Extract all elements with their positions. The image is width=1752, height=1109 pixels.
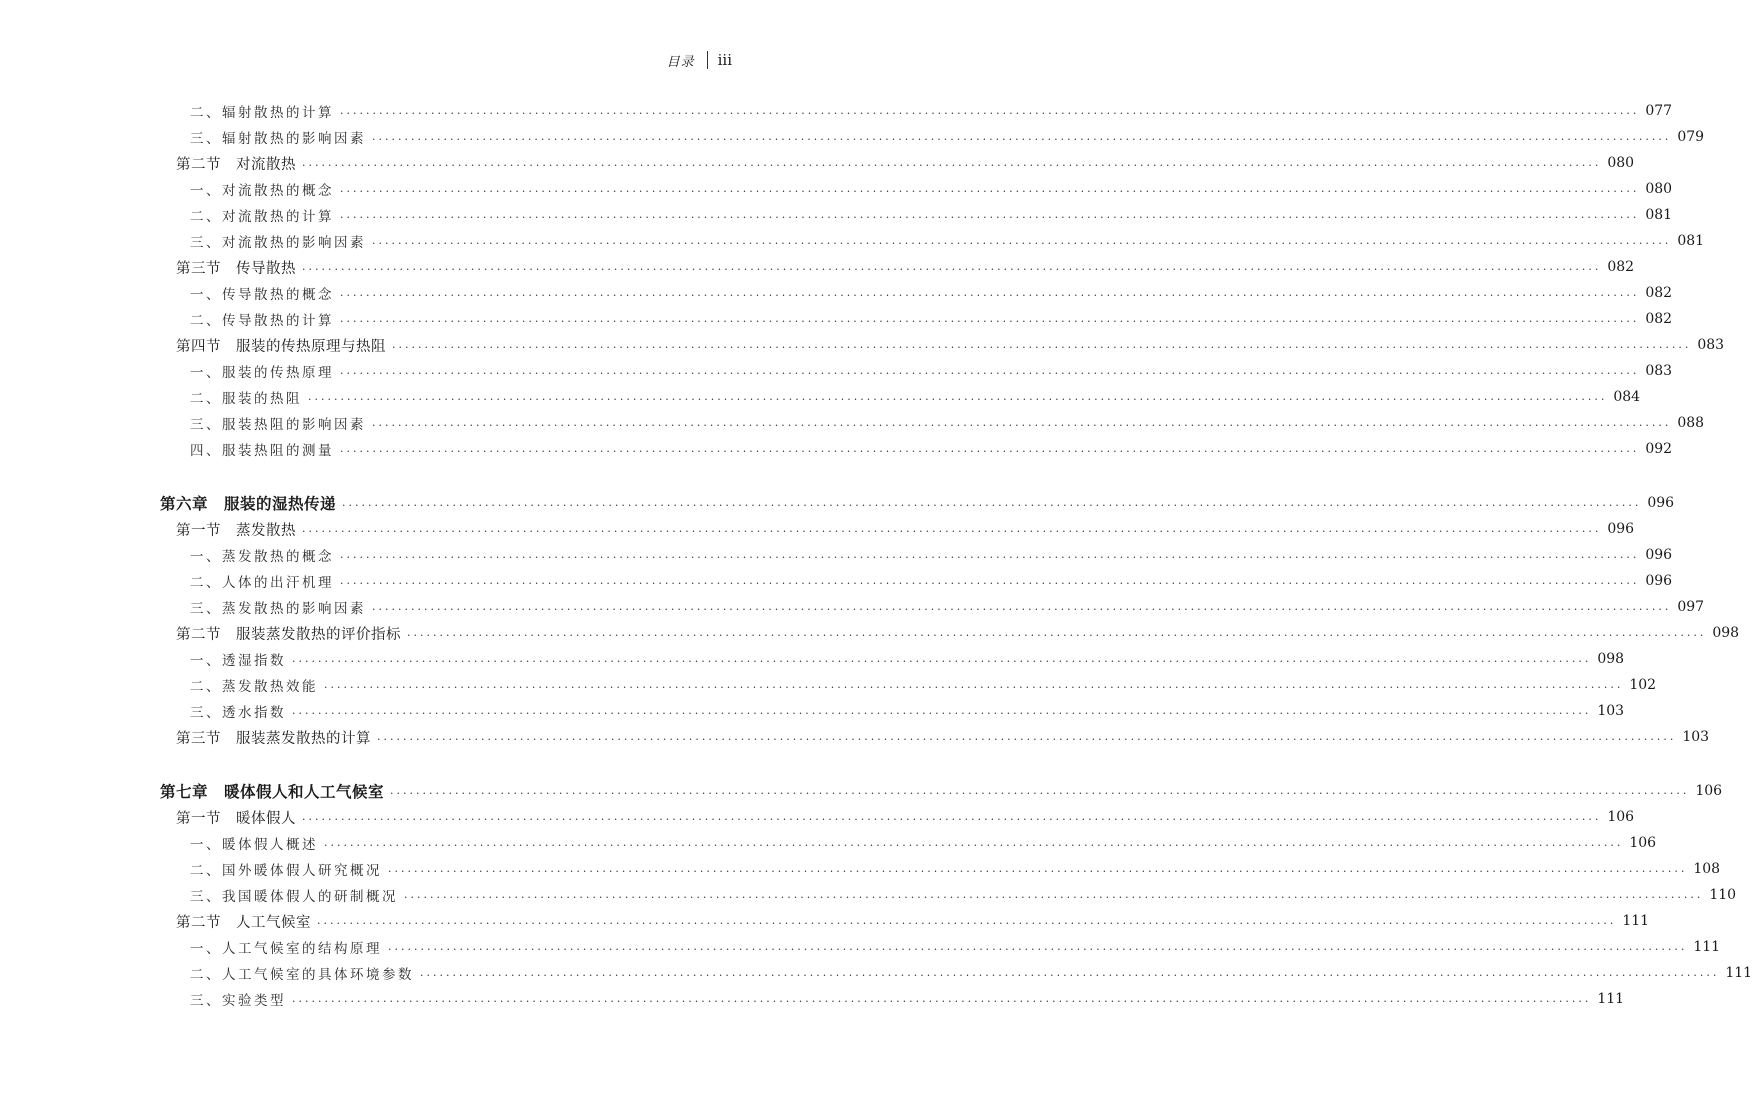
toc-page-number: 106 — [1695, 783, 1723, 799]
dot-leader: ········································································································································································································ — [340, 314, 1640, 328]
dot-leader: ········································································································································································································ — [388, 942, 1688, 956]
toc-page-number: 082 — [1645, 285, 1673, 301]
toc-entry-title: 二、国外暖体假人研究概况 — [190, 863, 382, 879]
toc-page-number: 111 — [1725, 965, 1752, 981]
toc-page-number: 111 — [1622, 913, 1650, 929]
toc-item-row[interactable] — [190, 960, 1752, 986]
toc-section-row[interactable] — [176, 724, 1710, 750]
dot-leader: ········································································································································································································ — [340, 366, 1640, 380]
toc-entry-title: 一、暖体假人概述 — [190, 837, 318, 853]
toc-page-number: 106 — [1629, 835, 1657, 851]
toc-item-row[interactable] — [190, 202, 1673, 228]
toc-page-number: 111 — [1597, 991, 1625, 1007]
toc-page-number: 082 — [1645, 311, 1673, 327]
dot-leader: ········································································································································································································ — [392, 340, 1692, 354]
toc-entry-title: 一、人工气候室的结构原理 — [190, 941, 382, 957]
toc-item-row[interactable] — [190, 568, 1673, 594]
toc-page-number: 096 — [1645, 573, 1673, 589]
toc-entry-title: 一、透湿指数 — [190, 653, 286, 669]
toc-item-row[interactable] — [190, 856, 1721, 882]
toc-page-number: 083 — [1645, 363, 1673, 379]
toc-entry-title: 三、辐射散热的影响因素 — [190, 131, 366, 147]
toc-item-row[interactable] — [190, 228, 1705, 254]
dot-leader: ········································································································································································································ — [302, 812, 1602, 826]
toc-entry-title: 二、人体的出汗机理 — [190, 575, 334, 591]
toc-page-number: 110 — [1709, 887, 1737, 903]
toc-item-row[interactable] — [190, 358, 1673, 384]
toc-item-row[interactable] — [190, 882, 1737, 908]
dot-leader: ········································································································································································································ — [372, 418, 1672, 432]
toc-entry-title: 二、辐射散热的计算 — [190, 105, 334, 121]
toc-entry-title: 第二节 人工气候室 — [176, 914, 311, 931]
toc-page-number: 079 — [1677, 129, 1705, 145]
toc-entry-title: 三、服装热阻的影响因素 — [190, 417, 366, 433]
dot-leader: ········································································································································································································ — [388, 864, 1688, 878]
toc-page-number: 084 — [1613, 389, 1641, 405]
toc-page-number: 083 — [1697, 337, 1725, 353]
dot-leader: ········································································································································································································ — [340, 576, 1640, 590]
dot-leader: ········································································································································································································ — [324, 680, 1624, 694]
toc-section-row[interactable] — [176, 332, 1725, 358]
toc-entry-title: 四、服装热阻的测量 — [190, 443, 334, 459]
toc-entry-title: 第三节 服装蒸发散热的计算 — [176, 730, 371, 747]
dot-leader: ········································································································································································································ — [372, 236, 1672, 250]
toc-item-row[interactable] — [190, 176, 1673, 202]
dot-leader: ········································································································································································································ — [308, 392, 1608, 406]
toc-page-number: 081 — [1645, 207, 1673, 223]
toc-section-row[interactable] — [176, 908, 1650, 934]
toc-page-number: 088 — [1677, 415, 1705, 431]
toc-page-number: 096 — [1647, 495, 1675, 511]
toc-entry-title: 第六章 服装的湿热传递 — [160, 494, 337, 513]
toc-entry-title: 一、服装的传热原理 — [190, 365, 334, 381]
toc-page-number: 080 — [1607, 155, 1635, 171]
toc-entry-title: 第七章 暖体假人和人工气候室 — [160, 782, 385, 801]
dot-leader: ········································································································································································································ — [292, 706, 1592, 720]
toc-item-row[interactable] — [190, 698, 1625, 724]
dot-leader: ········································································································································································································ — [340, 550, 1640, 564]
toc-page-number: 108 — [1693, 861, 1721, 877]
toc-entry-title: 一、传导散热的概念 — [190, 287, 334, 303]
toc-item-row[interactable] — [190, 542, 1673, 568]
dot-leader: ········································································································································································································ — [340, 444, 1640, 458]
toc-entry-title: 三、蒸发散热的影响因素 — [190, 601, 366, 617]
dot-leader: ········································································································································································································ — [292, 994, 1592, 1008]
toc-chapter-row[interactable] — [160, 778, 1723, 804]
header-title: 目录 — [666, 54, 695, 70]
toc-entry-title: 第一节 蒸发散热 — [176, 522, 296, 539]
toc-page-number: 098 — [1712, 625, 1740, 641]
toc-item-row[interactable] — [190, 986, 1625, 1012]
toc-entry-title: 第四节 服装的传热原理与热阻 — [176, 338, 386, 355]
toc-item-row[interactable] — [190, 646, 1625, 672]
toc-entry-title: 二、服装的热阻 — [190, 391, 302, 407]
toc-page-number: 096 — [1607, 521, 1635, 537]
toc-entry-title: 二、传导散热的计算 — [190, 313, 334, 329]
toc-page-number: 106 — [1607, 809, 1635, 825]
toc-entry-title: 一、对流散热的概念 — [190, 183, 334, 199]
toc-entry-title: 二、蒸发散热效能 — [190, 679, 318, 695]
dot-leader: ········································································································································································································ — [292, 654, 1592, 668]
dot-leader: ········································································································································································································ — [317, 916, 1617, 930]
toc-entry-title: 三、透水指数 — [190, 705, 286, 721]
toc-item-row[interactable] — [190, 280, 1673, 306]
dot-leader: ········································································································································································································ — [372, 602, 1672, 616]
dot-leader: ········································································································································································································ — [407, 628, 1707, 642]
running-header — [667, 48, 732, 72]
toc-page-number: 103 — [1597, 703, 1625, 719]
dot-leader: ········································································································································································································ — [302, 158, 1602, 172]
toc-entry-title: 三、对流散热的影响因素 — [190, 235, 366, 251]
toc-page-number: 077 — [1645, 103, 1673, 119]
toc-section-row[interactable] — [176, 516, 1635, 542]
toc-entry-title: 第二节 对流散热 — [176, 156, 296, 173]
toc-item-row[interactable] — [190, 306, 1673, 332]
toc-page-number: 081 — [1677, 233, 1705, 249]
dot-leader: ········································································································································································································ — [420, 968, 1720, 982]
toc-item-row[interactable] — [190, 124, 1705, 150]
toc-page-number: 080 — [1645, 181, 1673, 197]
toc-entry-title: 二、人工气候室的具体环境参数 — [190, 967, 414, 983]
dot-leader: ········································································································································································································ — [342, 498, 1642, 512]
toc-entry-title: 二、对流散热的计算 — [190, 209, 334, 225]
toc-section-row[interactable] — [176, 804, 1635, 830]
toc-entry-title: 第二节 服装蒸发散热的评价指标 — [176, 626, 401, 643]
dot-leader: ········································································································································································································ — [302, 262, 1602, 276]
dot-leader: ········································································································································································································ — [340, 288, 1640, 302]
dot-leader: ········································································································································································································ — [404, 890, 1704, 904]
header-page-number: iii — [717, 51, 732, 69]
toc-page-number: 092 — [1645, 441, 1673, 457]
dot-leader: ········································································································································································································ — [372, 132, 1672, 146]
dot-leader: ········································································································································································································ — [340, 106, 1640, 120]
toc-section-row[interactable] — [176, 620, 1740, 646]
toc-item-row[interactable] — [190, 98, 1673, 124]
dot-leader: ········································································································································································································ — [390, 786, 1690, 800]
dot-leader: ········································································································································································································ — [302, 524, 1602, 538]
toc-page-number: 097 — [1677, 599, 1705, 615]
toc-item-row[interactable] — [190, 672, 1657, 698]
toc-item-row[interactable] — [190, 934, 1721, 960]
toc-page-number: 098 — [1597, 651, 1625, 667]
dot-leader: ········································································································································································································ — [340, 210, 1640, 224]
toc-page-number: 082 — [1607, 259, 1635, 275]
toc-entry-title: 三、我国暖体假人的研制概况 — [190, 889, 398, 905]
toc-page-number: 096 — [1645, 547, 1673, 563]
dot-leader: ········································································································································································································ — [324, 838, 1624, 852]
toc-item-row[interactable] — [190, 830, 1657, 856]
toc-chapter-row[interactable] — [160, 490, 1675, 516]
toc-section-row[interactable] — [176, 254, 1635, 280]
toc-item-row[interactable] — [190, 410, 1705, 436]
toc-entry-title: 第三节 传导散热 — [176, 260, 296, 277]
toc-page-number: 111 — [1693, 939, 1721, 955]
toc-item-row[interactable] — [190, 594, 1705, 620]
header-divider — [707, 51, 708, 69]
toc-section-row[interactable] — [176, 150, 1635, 176]
toc-page-number: 103 — [1682, 729, 1710, 745]
toc-entry-title: 三、实验类型 — [190, 993, 286, 1009]
toc-item-row[interactable] — [190, 436, 1673, 462]
toc-item-row[interactable] — [190, 384, 1641, 410]
dot-leader: ········································································································································································································ — [377, 732, 1677, 746]
toc-entry-title: 第一节 暖体假人 — [176, 810, 296, 827]
toc-page-number: 102 — [1629, 677, 1657, 693]
dot-leader: ········································································································································································································ — [340, 184, 1640, 198]
toc-entry-title: 一、蒸发散热的概念 — [190, 549, 334, 565]
